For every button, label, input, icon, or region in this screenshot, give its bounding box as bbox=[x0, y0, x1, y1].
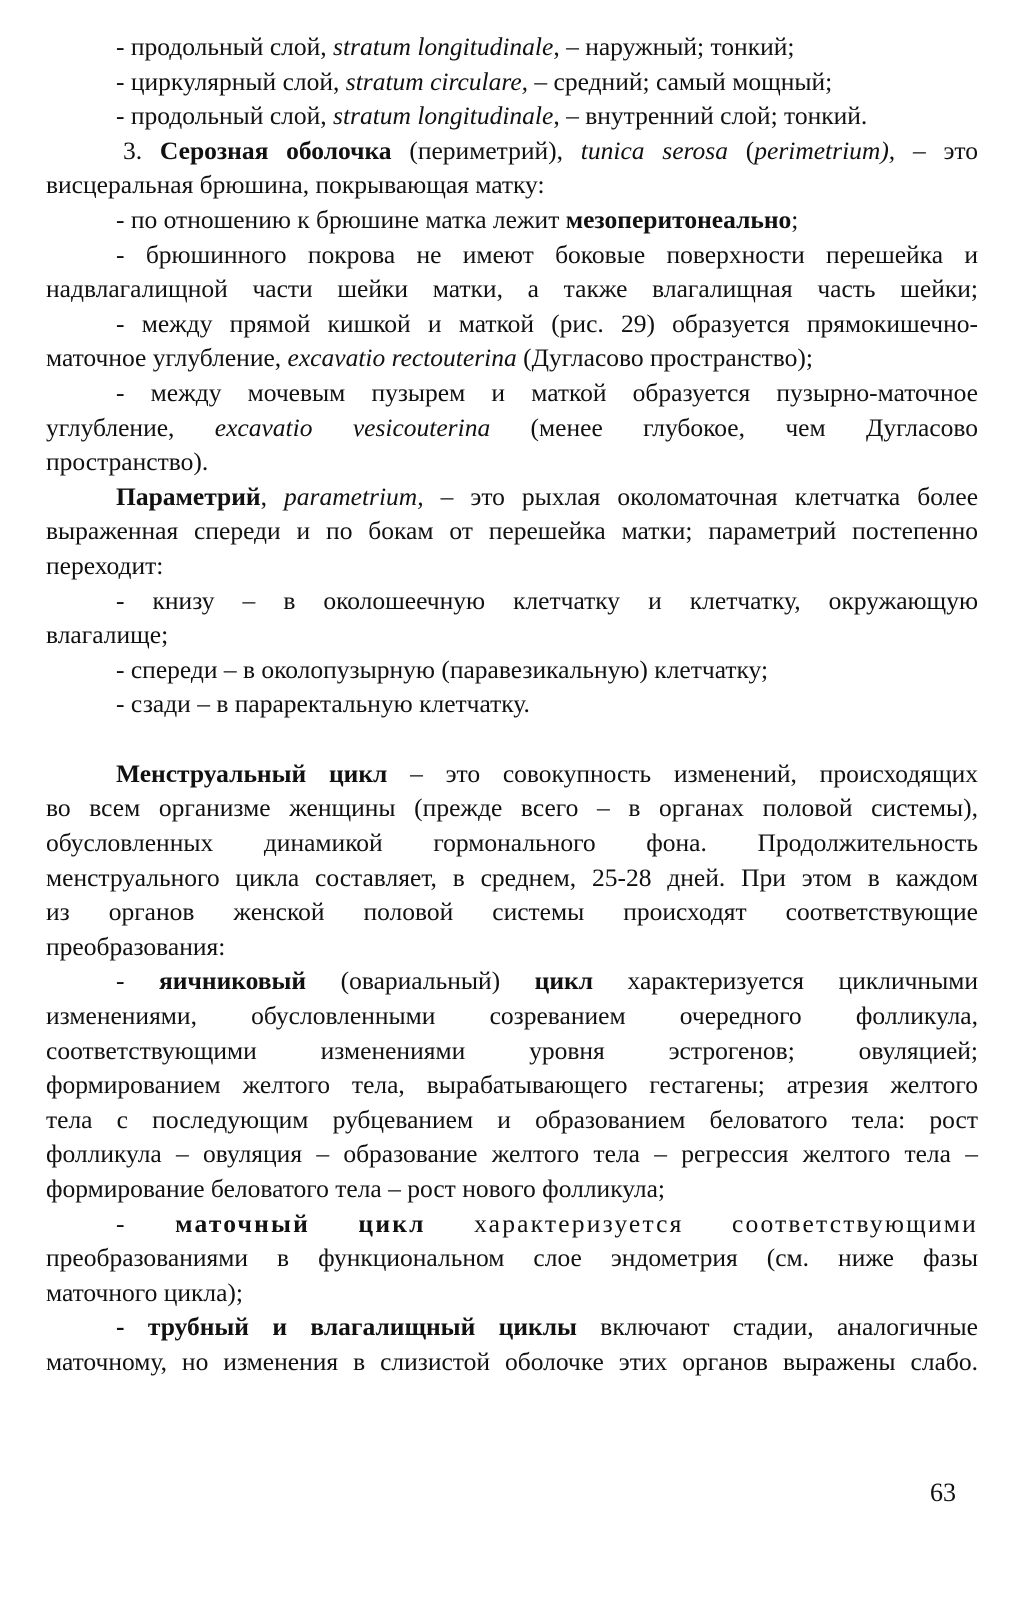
text-run: – это совокупность изменений, происходящих bbox=[387, 758, 978, 788]
text-line bbox=[46, 411, 978, 446]
text-run: включают стадии, аналогичные bbox=[576, 1312, 978, 1342]
text-run: маточное углубление, bbox=[46, 343, 288, 373]
text-line bbox=[46, 134, 978, 169]
bold-term: - трубный и влагалищный циклы bbox=[116, 1312, 577, 1342]
text-run: (овариальный) bbox=[306, 966, 535, 996]
bold-term: яичниковый bbox=[159, 966, 307, 996]
text-run: – средний; самый мощный; bbox=[528, 66, 833, 96]
text-line bbox=[46, 791, 978, 826]
text-line bbox=[46, 445, 978, 480]
text-line bbox=[46, 1172, 978, 1207]
text-line bbox=[46, 307, 978, 342]
text-run: во всем организме женщины (прежде всего – в органах половой системы), bbox=[46, 793, 978, 823]
text-run: выраженная спереди и по бокам от перешейка матки; параметрий постепенно bbox=[46, 516, 978, 546]
text-run: висцеральная брюшина, покрывающая матку: bbox=[46, 170, 545, 200]
text-run: - циркулярный слой, bbox=[116, 66, 346, 96]
bold-term: мезоперитонеально bbox=[565, 204, 792, 234]
latin-term: parametrium, bbox=[284, 481, 424, 511]
text-run: преобразования: bbox=[46, 931, 226, 961]
text-run: углубление, bbox=[46, 412, 215, 442]
text-line bbox=[46, 930, 978, 965]
text-run: , – наружный; тонкий; bbox=[553, 32, 795, 61]
text-line bbox=[46, 341, 978, 376]
bold-term: Параметрий bbox=[116, 481, 261, 511]
text-run: пространство). bbox=[46, 447, 209, 477]
text-line bbox=[46, 999, 978, 1034]
text-run: ; bbox=[791, 204, 799, 234]
text-run: - между мочевым пузырем и маткой образуется пузырно-маточное bbox=[116, 377, 978, 407]
text-run: надвлагалищной части шейки матки, а также влагалищная часть шейки; bbox=[46, 274, 978, 304]
text-run: - сзади – в параректальную клетчатку. bbox=[116, 689, 530, 719]
page-number: 63 bbox=[930, 1478, 956, 1507]
text-line bbox=[46, 757, 978, 792]
text-line bbox=[46, 65, 978, 100]
text-run: фолликула – овуляция – образование желтого тела – регрессия желтого тела – bbox=[46, 1139, 978, 1169]
text-run: формирование беловатого тела – рост нового фолликула; bbox=[46, 1174, 665, 1203]
latin-term: excavatio rectouterina bbox=[287, 343, 517, 373]
document-body bbox=[46, 30, 978, 1380]
text-run: преобразованиями в функциональном слое эндометрия (см. ниже фазы bbox=[46, 1243, 978, 1273]
bold-term: Менструальный цикл bbox=[116, 758, 388, 788]
latin-term: stratum longitudinale bbox=[333, 32, 554, 61]
text-line bbox=[46, 376, 978, 411]
text-line bbox=[46, 826, 978, 861]
text-line bbox=[46, 1276, 978, 1311]
text-run: характеризуется цикличными bbox=[593, 966, 978, 996]
text-run: - книзу – в околошеечную клетчатку и клетчатку, окружающую bbox=[116, 585, 978, 615]
bold-term: Серозная оболочка bbox=[159, 135, 392, 165]
latin-term: stratum longitudinale bbox=[333, 101, 554, 131]
text-line bbox=[46, 618, 978, 653]
text-line bbox=[46, 238, 978, 273]
text-run: - спереди – в околопузырную (паравезикальную) клетчатку; bbox=[116, 654, 769, 684]
text-run: 3. bbox=[123, 135, 160, 165]
text-line bbox=[46, 895, 978, 930]
text-line bbox=[46, 584, 978, 619]
text-run: влагалище; bbox=[46, 620, 169, 650]
text-run: изменениями, обусловленными созреванием очередного фолликула, bbox=[46, 1001, 978, 1031]
text-line bbox=[46, 549, 978, 584]
text-run: формированием желтого тела, вырабатывающего гестагены; атрезия желтого bbox=[46, 1070, 978, 1100]
text-run: (Дугласово пространство); bbox=[516, 343, 813, 373]
text-line bbox=[46, 687, 978, 722]
text-run: характеризуется соответствующими bbox=[425, 1208, 978, 1238]
text-run: – это bbox=[895, 135, 978, 165]
text-line bbox=[46, 1207, 978, 1242]
text-line bbox=[46, 1034, 978, 1069]
text-line bbox=[46, 1241, 978, 1276]
text-run: - между прямой кишкой и маткой (рис. 29) образуется прямокишечно- bbox=[116, 308, 978, 338]
text-run: – это рыхлая околоматочная клетчатка более bbox=[423, 481, 979, 511]
text-line bbox=[46, 480, 978, 515]
latin-term: stratum circulare, bbox=[345, 66, 529, 96]
text-run: маточному, но изменения в слизистой оболочке этих органов выражены слабо. bbox=[46, 1346, 978, 1376]
text-line bbox=[46, 861, 978, 896]
text-run: менструального цикла составляет, в среднем, 25-28 дней. При этом в каждом bbox=[46, 862, 978, 892]
text-run: , – внутренний слой; тонкий. bbox=[553, 101, 868, 131]
text-line bbox=[46, 1310, 978, 1345]
text-run: - bbox=[116, 966, 160, 996]
text-run: из органов женской половой системы происходят соответствующие bbox=[46, 897, 978, 927]
text-run: тела с последующим рубцеванием и образованием беловатого тела: рост bbox=[46, 1104, 978, 1134]
text-line bbox=[46, 1137, 978, 1172]
text-run: (периметрий), bbox=[391, 135, 581, 165]
text-run: маточного цикла); bbox=[46, 1277, 243, 1307]
text-run: ( bbox=[727, 135, 755, 165]
text-run: обусловленных динамикой гормонального фона. Продолжительность bbox=[46, 828, 978, 858]
text-line bbox=[46, 514, 978, 549]
text-line bbox=[46, 964, 978, 999]
text-run: - продольный слой, bbox=[116, 101, 334, 131]
text-line bbox=[46, 30, 978, 65]
text-line bbox=[46, 1068, 978, 1103]
text-run: - по отношению к брюшине матка лежит bbox=[116, 204, 566, 234]
text-run: - брюшинного покрова не имеют боковые поверхности перешейка и bbox=[116, 239, 978, 269]
bold-term: маточный цикл bbox=[175, 1208, 426, 1238]
text-run: переходит: bbox=[46, 550, 164, 580]
text-line bbox=[46, 653, 978, 688]
text-line bbox=[46, 99, 978, 134]
latin-term: excavatio vesicouterina bbox=[214, 412, 491, 442]
bold-term: цикл bbox=[534, 966, 594, 996]
text-run: соответствующими изменениями уровня эстрогенов; овуляцией; bbox=[46, 1035, 978, 1065]
text-line bbox=[46, 272, 978, 307]
latin-term: perimetrium), bbox=[754, 135, 896, 165]
text-run: - bbox=[116, 1208, 176, 1238]
text-line bbox=[46, 1103, 978, 1138]
text-run: (менее глубокое, чем Дугласово bbox=[490, 412, 979, 442]
latin-term: tunica serosa bbox=[580, 135, 728, 165]
paragraph-gap bbox=[46, 722, 978, 757]
text-run: - продольный слой, bbox=[116, 32, 334, 61]
text-line bbox=[46, 203, 978, 238]
text-run: , bbox=[260, 481, 285, 511]
text-line bbox=[46, 168, 978, 203]
text-line bbox=[46, 1345, 978, 1380]
